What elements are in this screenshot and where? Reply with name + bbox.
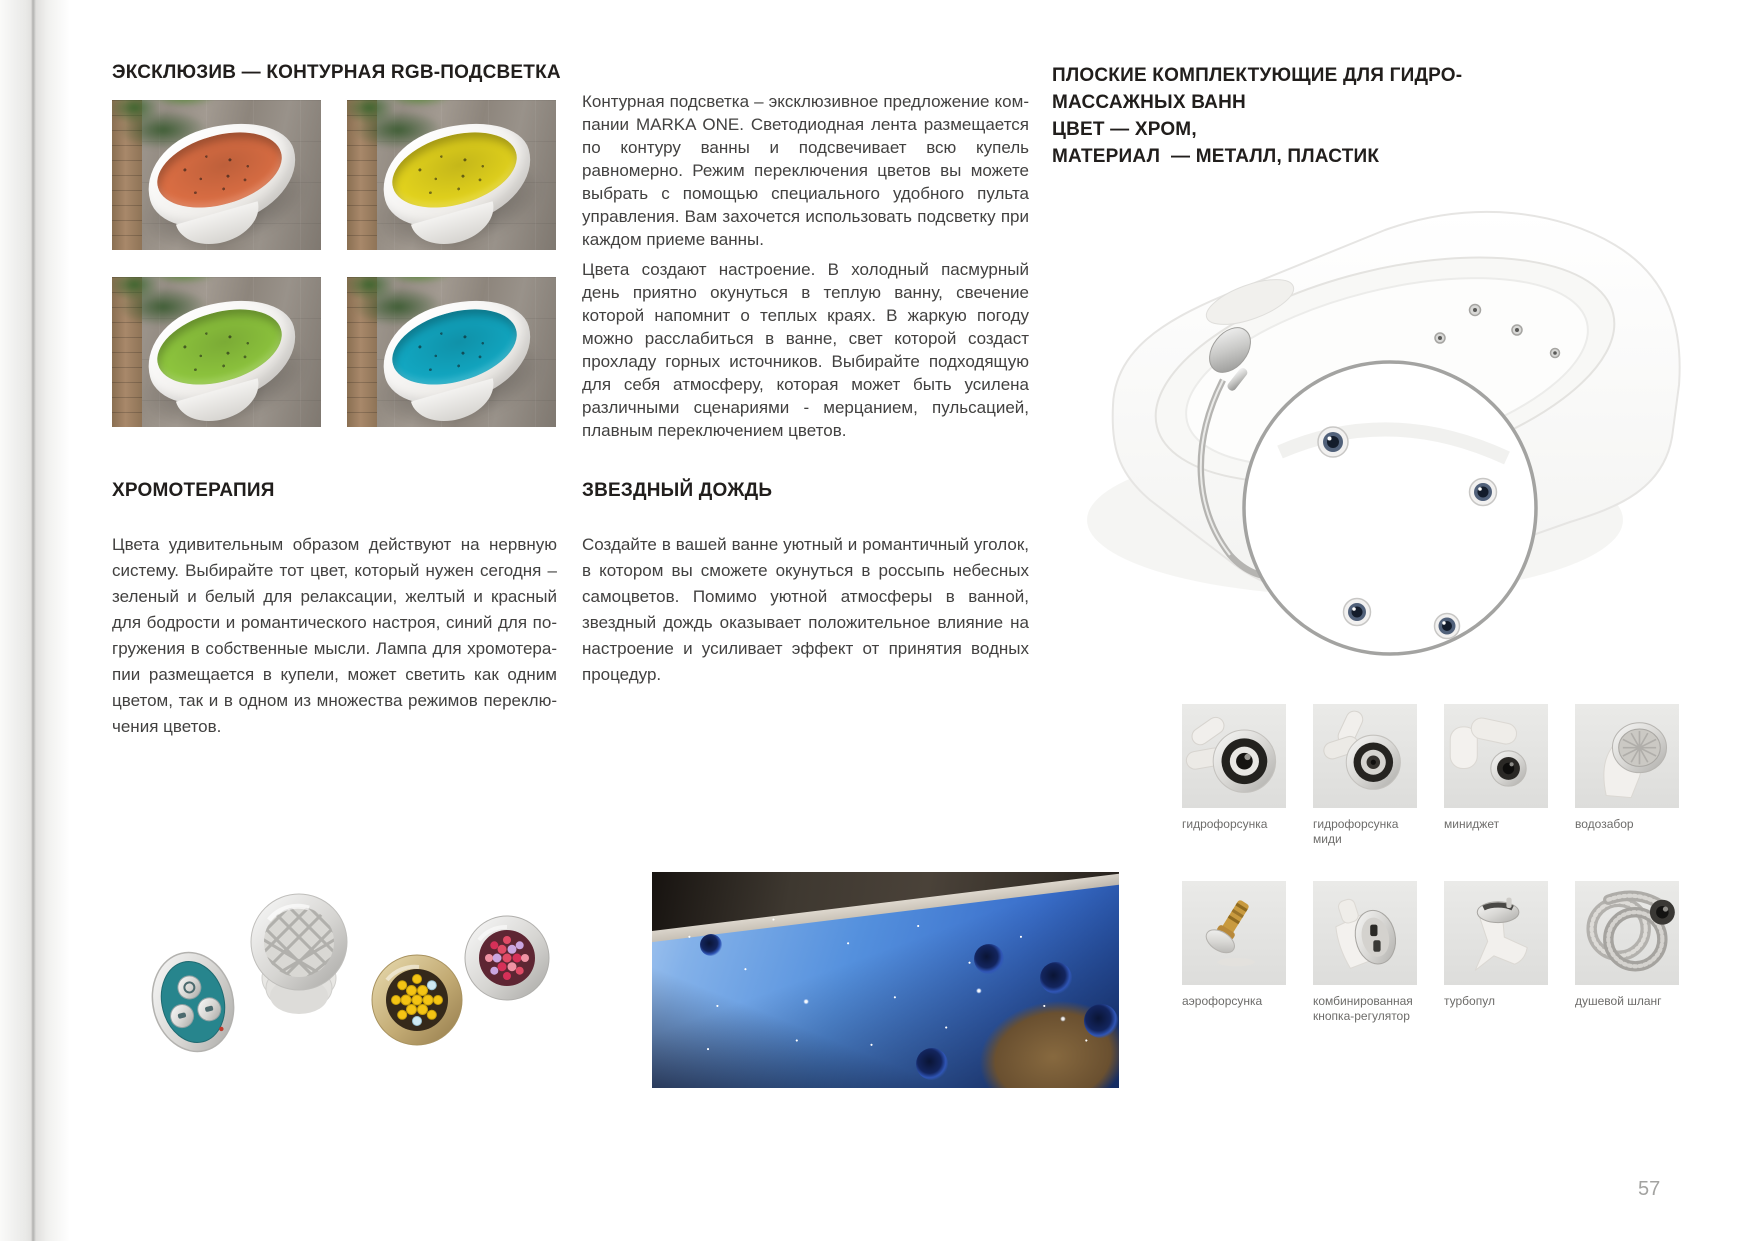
rgb-tub-photo-green [112, 277, 321, 427]
components-title [1052, 62, 1672, 170]
page-number: 57 [1638, 1178, 1661, 1200]
star-rain-bathtub-photo [652, 872, 1119, 1088]
component-item-hydro-jet-midi [1313, 704, 1417, 881]
jet-detail [1470, 479, 1497, 506]
component-label: миниджет [1444, 817, 1500, 831]
components-title-line: МАТЕРИАЛ — МЕТАЛЛ, ПЛАСТИК [1052, 146, 1380, 167]
chromo-remote-control [142, 944, 244, 1060]
components-title-line: ПЛОСКИЕ КОМПЛЕКТУЮЩИЕ ДЛЯ ГИДРО- [1052, 65, 1463, 86]
chromotherapy-title: ХРОМОТЕРАПИЯ [112, 480, 275, 501]
component-label: турбопул [1444, 994, 1495, 1008]
rgb-lighting-title: ЭКСКЛЮЗИВ — КОНТУРНАЯ RGB-ПОДСВЕТКА [112, 62, 561, 83]
tub-jet-dot [1040, 962, 1072, 994]
star-rain-paragraph: Создайте в вашей ванне уютный и романтичный уголок, в котором вы сможете окунуться в россыпь небесных самоцветов. Помимо уютной атмосферы в ванной, звездный дождь оказывает положительное влияние на настроение и усиливает эффект от принятия водных процедур. [582, 535, 1029, 684]
component-item-shower-hose [1575, 881, 1679, 1058]
rgb-photo-grid [112, 100, 556, 427]
rgb-tub-photo-orange [112, 100, 321, 250]
jet-detail [1344, 599, 1371, 626]
rgb-tub-photo-cyan [347, 277, 556, 427]
hydro-jet-photo [1182, 704, 1286, 808]
chromotherapy-lamps-illustration [124, 850, 554, 1060]
page-spine-shading [0, 0, 70, 1241]
component-item-combo-button [1313, 881, 1417, 1058]
tub-jet-dot [916, 1048, 948, 1080]
hydromassage-bathtub-illustration [1055, 190, 1705, 660]
component-label: душевой шланг [1575, 994, 1662, 1008]
component-label: гидрофорсунка [1182, 817, 1268, 831]
chromo-lamp-red [465, 916, 549, 1000]
chromo-lamp-crosshatch [251, 894, 347, 1014]
chromotherapy-paragraph: Цвета удивительным образом действуют на нервную систему. Выбирайте тот цвет, который нужен сегодня – зеленый и белый для релаксации, желтый и красный для бодрости и романтического настроя, синий для погружения в собственные мысли. Лампа для хромотерапии размещается в купели, может светить как одним цветом, так и в одном из множества режимов переключения цветов. [112, 535, 557, 736]
jet-detail [1318, 427, 1348, 457]
component-item-turbopool [1444, 881, 1548, 1058]
turbopool-photo [1444, 881, 1548, 985]
water-intake-photo [1575, 704, 1679, 808]
hydromassage-bathtub-photo [1055, 190, 1705, 660]
components-title-line: МАССАЖНЫХ ВАНН [1052, 92, 1246, 113]
component-label: аэрофорсунка [1182, 994, 1263, 1008]
components-grid [1182, 704, 1679, 1058]
rgb-lighting-paragraph-1: Контурная подсветка – эксклюзивное предложение компании MARKA ONE. Светодиодная лента размещается по контуру ванны и подсвечивает всю купель равномерно. Режим переключения цветов вы можете выбрать с помощью специального удобного пульта управления. Вам захочется использовать подсветку при каждом приеме ванны. [582, 92, 1029, 249]
shower-hose-photo [1575, 881, 1679, 985]
chromo-lamp-yellow [372, 955, 462, 1045]
component-label: водозабор [1575, 817, 1634, 831]
rgb-tub-photo-yellow [347, 100, 556, 250]
aero-jet-photo [1182, 881, 1286, 985]
jet-detail [1435, 614, 1460, 639]
component-item-minijet [1444, 704, 1548, 881]
tub-jet-dot [700, 934, 722, 956]
combo-button-photo [1313, 881, 1417, 985]
component-item-water-intake [1575, 704, 1679, 881]
components-title-line: ЦВЕТ — ХРОМ, [1052, 119, 1197, 140]
minijet-photo [1444, 704, 1548, 808]
component-item-aero-jet [1182, 881, 1286, 1058]
star-rain-title: ЗВЕЗДНЫЙ ДОЖДЬ [582, 480, 773, 501]
component-label: гидрофорсунка миди [1313, 817, 1399, 846]
magnifier-detail-circle [1244, 362, 1536, 654]
tub-jet-dot [974, 944, 1004, 974]
component-item-hydro-jet [1182, 704, 1286, 881]
rgb-lighting-paragraph-2: Цвета создают настроение. В холодный пасмурный день приятно окунуться в теплую ванну, свечение которой напомнит о теплых краях. В жаркую погоду можно расслабиться в ванне, свет которой создаст прохладу горных источников. Выбирайте подходящую для себя атмосферу, которая может быть усилена различными сценариями - мерцанием, пульсацией, плавным переключением цветов. [582, 260, 1029, 440]
tub-jet-dot [1084, 1004, 1118, 1038]
chromotherapy-lamps-photo [124, 850, 554, 1060]
hydro-jet-midi-photo [1313, 704, 1417, 808]
component-label: комбинированная кнопка-регулятор [1313, 994, 1413, 1023]
